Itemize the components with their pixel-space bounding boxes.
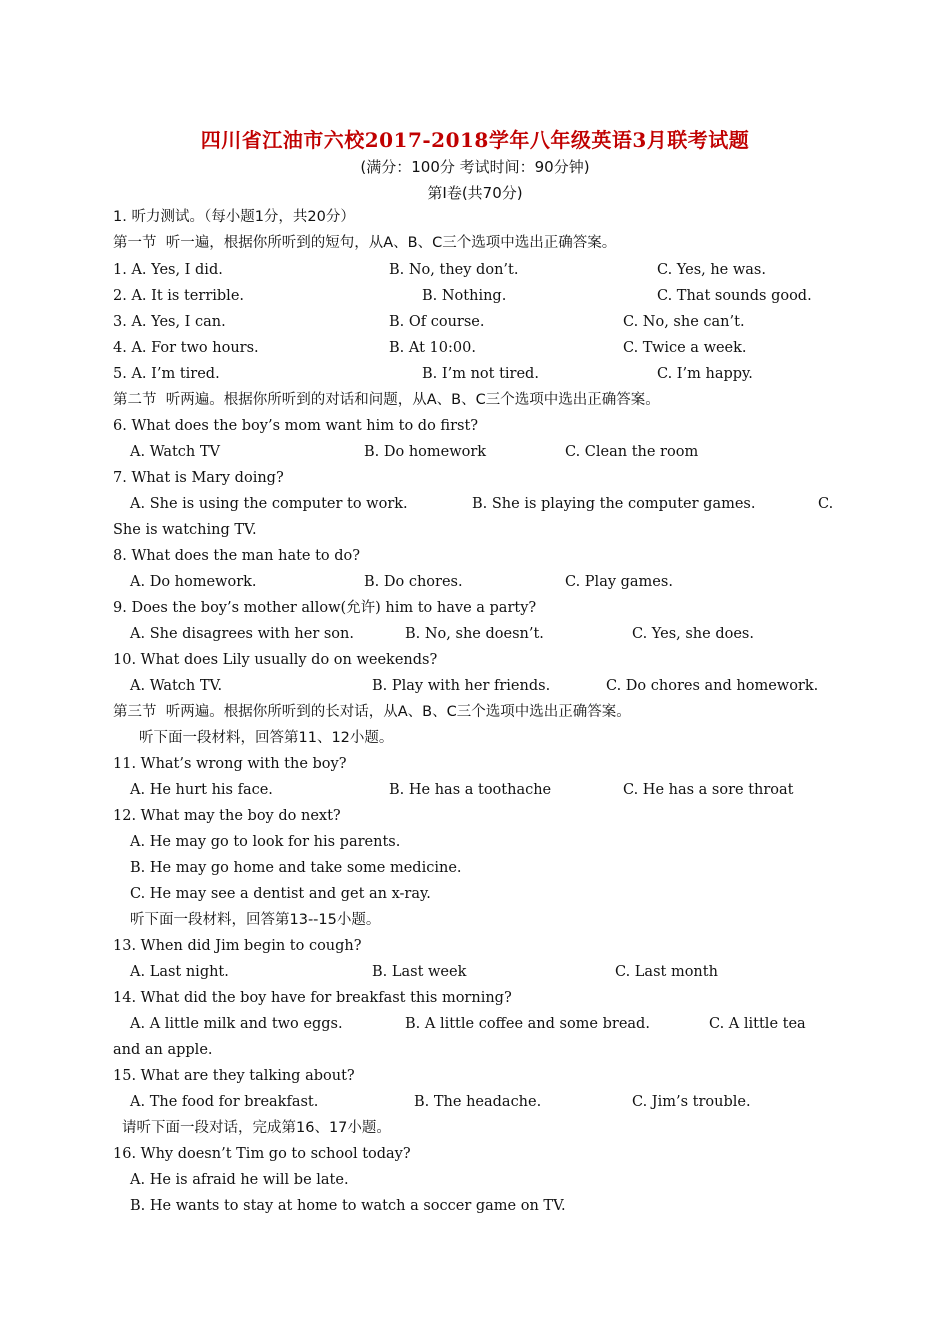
part-heading: 第I卷(共70分) — [427, 184, 523, 202]
q14-option-c-cont: and an apple. — [113, 1042, 213, 1058]
q12-question: 12. What may the boy do next? — [113, 808, 341, 824]
q5-option-b: B. I’m not tired. — [422, 366, 539, 382]
q11-question: 11. What’s wrong with the boy? — [113, 756, 347, 772]
q7-option-b: B. She is playing the computer games. — [472, 496, 756, 512]
q6-option-a: A. Watch TV — [130, 444, 221, 460]
section-2-instruction: 第二节 听两遍。根据你所听到的对话和问题，从A、B、C三个选项中选出正确答案。 — [113, 392, 660, 408]
q4-option-a: 4. A. For two hours. — [113, 340, 259, 356]
material-1-instruction: 听下面一段材料，回答第11、12小题。 — [139, 730, 394, 746]
q12-option-c: C. He may see a dentist and get an x-ray. — [130, 886, 431, 902]
q4-option-b: B. At 10:00. — [389, 340, 476, 356]
material-3-instruction: 请听下面一段对话，完成第16、17小题。 — [122, 1120, 391, 1136]
q15-option-c: C. Jim’s trouble. — [632, 1094, 751, 1110]
q1-option-a: 1. A. Yes, I did. — [113, 262, 223, 278]
exam-subtitle: (满分：100分 考试时间：90分钟) — [360, 158, 590, 176]
q6-option-b: B. Do homework — [364, 444, 487, 460]
q7-option-c-text: She is watching TV. — [113, 522, 257, 538]
q3-option-a: 3. A. Yes, I can. — [113, 314, 226, 330]
q8-option-c: C. Play games. — [565, 574, 673, 590]
q16-question: 16. Why doesn’t Tim go to school today? — [113, 1146, 411, 1162]
q4-option-c: C. Twice a week. — [623, 340, 747, 356]
q1-option-b: B. No, they don’t. — [389, 262, 519, 278]
q16-option-b: B. He wants to stay at home to watch a soccer game on TV. — [130, 1198, 566, 1214]
q9-option-b: B. No, she doesn’t. — [405, 626, 544, 642]
q6-option-c: C. Clean the room — [565, 444, 699, 460]
q2-option-b: B. Nothing. — [422, 288, 507, 304]
q8-option-b: B. Do chores. — [364, 574, 463, 590]
q15-option-b: B. The headache. — [414, 1094, 542, 1110]
section-1-instruction: 第一节 听一遍，根据你所听到的短句，从A、B、C三个选项中选出正确答案。 — [113, 235, 617, 251]
q14-option-c: C. A little tea — [709, 1016, 806, 1032]
q2-option-c: C. That sounds good. — [657, 288, 812, 304]
q15-question: 15. What are they talking about? — [113, 1068, 355, 1084]
q8-option-a: A. Do homework. — [130, 574, 257, 590]
q10-question: 10. What does Lily usually do on weekends? — [113, 652, 438, 668]
material-2-instruction: 听下面一段材料，回答第13--15小题。 — [130, 912, 381, 928]
q10-option-a: A. Watch TV. — [130, 678, 223, 694]
q8-question: 8. What does the man hate to do? — [113, 548, 361, 564]
q12-option-b: B. He may go home and take some medicine. — [130, 860, 462, 876]
q3-option-b: B. Of course. — [389, 314, 485, 330]
q7-question: 7. What is Mary doing? — [113, 470, 284, 486]
q7-option-c-label: C. — [818, 496, 834, 512]
exam-title: 四川省江油市六校2017-2018学年八年级英语3月联考试题 — [200, 128, 750, 152]
q11-option-a: A. He hurt his face. — [130, 782, 273, 798]
q9-question: 9. Does the boy’s mother allow(允许) him to have a party? — [113, 600, 537, 616]
q5-option-c: C. I’m happy. — [657, 366, 753, 382]
q13-question: 13. When did Jim begin to cough? — [113, 938, 362, 954]
q15-option-a: A. The food for breakfast. — [130, 1094, 319, 1110]
q11-option-b: B. He has a toothache — [389, 782, 552, 798]
q1-option-c: C. Yes, he was. — [657, 262, 766, 278]
q14-option-b: B. A little coffee and some bread. — [405, 1016, 650, 1032]
q13-option-a: A. Last night. — [130, 964, 229, 980]
section-3-instruction: 第三节 听两遍。根据你所听到的长对话，从A、B、C三个选项中选出正确答案。 — [113, 704, 631, 720]
listening-heading: 1. 听力测试。（每小题1分，共20分） — [113, 209, 355, 225]
q14-question: 14. What did the boy have for breakfast this morning? — [113, 990, 512, 1006]
q13-option-b: B. Last week — [372, 964, 467, 980]
q9-option-c: C. Yes, she does. — [632, 626, 754, 642]
q11-option-c: C. He has a sore throat — [623, 782, 794, 798]
q14-option-a: A. A little milk and two eggs. — [130, 1016, 343, 1032]
q9-option-a: A. She disagrees with her son. — [130, 626, 354, 642]
q16-option-a: A. He is afraid he will be late. — [130, 1172, 349, 1188]
q2-option-a: 2. A. It is terrible. — [113, 288, 245, 304]
q10-option-c: C. Do chores and homework. — [606, 678, 819, 694]
q12-option-a: A. He may go to look for his parents. — [130, 834, 401, 850]
q6-question: 6. What does the boy’s mom want him to do first? — [113, 418, 479, 434]
q3-option-c: C. No, she can’t. — [623, 314, 745, 330]
q13-option-c: C. Last month — [615, 964, 718, 980]
q5-option-a: 5. A. I’m tired. — [113, 366, 220, 382]
q10-option-b: B. Play with her friends. — [372, 678, 551, 694]
q7-option-a: A. She is using the computer to work. — [130, 496, 408, 512]
